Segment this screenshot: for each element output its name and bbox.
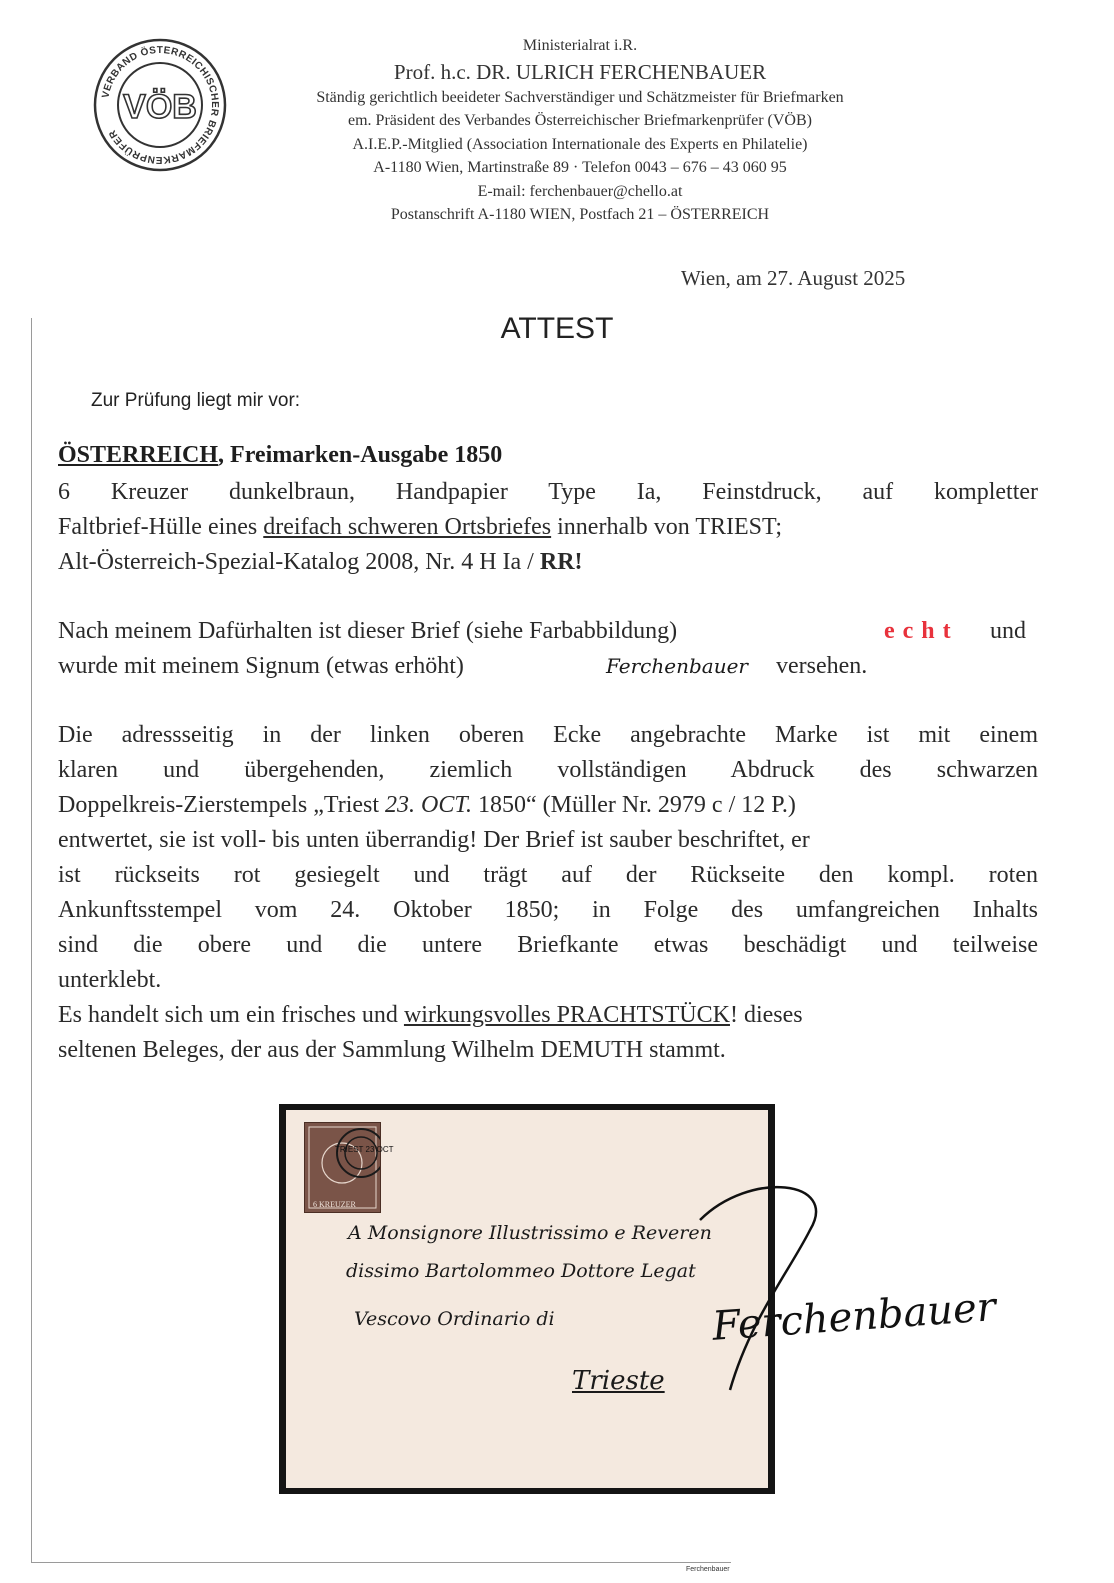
body-line: seltenen Beleges, der aus der Sammlung Wilhelm DEMUTH stammt. xyxy=(58,1037,726,1063)
heading-country: ÖSTERREICH xyxy=(58,442,219,468)
stamp-cancel: TRIEST 23 OCT xyxy=(335,1145,394,1154)
cancel-date: 23. OCT. xyxy=(385,792,472,818)
body-line: unterklebt. xyxy=(58,967,162,993)
verdict-echt: echt xyxy=(884,618,959,644)
body-line: entwertet, sie ist voll- bis unten überrandig! Der Brief ist sauber beschriftet, er xyxy=(58,827,810,853)
signum-signature: Ferchenbauer xyxy=(606,654,748,678)
voeb-seal xyxy=(93,38,227,172)
body-line: klaren und übergehenden, ziemlich vollständigen Abdruck des schwarzen xyxy=(58,757,1038,783)
item-description xyxy=(58,475,1038,580)
desc-line: 6 Kreuzer dunkelbraun, Handpapier Type Ia, Feinstdruck, auf kompletter xyxy=(58,479,1038,505)
body-line: Die adressseitig in der linken oberen Ecke angebrachte Marke ist mit einem xyxy=(58,722,1038,748)
seal-ring-text: VERBAND ÖSTERREICHISCHER BRIEFMARKENPRÜFER xyxy=(100,44,221,166)
letterhead-line: Ständig gerichtlich beeideter Sachverständiger und Schätzmeister für Briefmarken xyxy=(316,88,844,106)
address-line: Vescovo Ordinario di xyxy=(354,1308,555,1330)
letterhead-line: em. Präsident des Verbandes Österreichischer Briefmarkenprüfer (VÖB) xyxy=(348,112,812,129)
letterhead-rank: Ministerialrat i.R. xyxy=(522,37,638,54)
rarity-mark: RR! xyxy=(539,549,583,575)
letterhead-email: E-mail: ferchenbauer@chello.at xyxy=(477,182,683,200)
address-line: dissimo Bartolommeo Dottore Legat xyxy=(346,1260,696,1282)
letterhead-line: A.I.E.P.-Mitglied (Association Internationale des Experts en Philatelie) xyxy=(352,135,808,153)
address-city: Trieste xyxy=(572,1366,665,1396)
stamp-cancel-graphic xyxy=(305,1123,380,1212)
item-heading xyxy=(58,442,502,469)
stamp-image xyxy=(304,1122,394,1213)
prachtstueck: wirkungsvolles PRACHTSTÜCK xyxy=(403,1002,730,1028)
desc-line: Alt-Österreich-Spezial-Katalog 2008, Nr. 4 H Ia / RR! xyxy=(58,549,583,575)
letterhead-address: A-1180 Wien, Martinstraße 89 · Telefon 0043 – 676 – 43 060 95 xyxy=(373,159,787,176)
desc-underlined: dreifach schweren Ortsbriefes xyxy=(263,514,552,540)
stamp-value: 6 KREUZER xyxy=(313,1200,356,1209)
signature-flourish xyxy=(690,1160,850,1420)
body-line: Ankunftsstempel vom 24. Oktober 1850; in Folge des umfangreichen Inhalts xyxy=(58,897,1038,923)
bottom-rule xyxy=(31,1562,731,1563)
intro-text: Zur Prüfung liegt mir vor: xyxy=(91,390,301,411)
heading-issue: , Freimarken-Ausgabe 1850 xyxy=(218,442,503,468)
page-title: ATTEST xyxy=(500,312,614,345)
body-line: ist rückseits rot gesiegelt und trägt auf der Rückseite den kompl. roten xyxy=(58,862,1038,888)
letterhead-postal: Postanschrift A-1180 WIEN, Postfach 21 – ÖSTERREICH xyxy=(390,206,770,223)
desc-line: Faltbrief-Hülle eines dreifach schweren Ortsbriefes innerhalb von TRIEST; xyxy=(58,514,782,540)
body-line: Es handelt sich um ein frisches und wirkungsvolles PRACHTSTÜCK! dieses xyxy=(58,1002,803,1028)
body-line: Doppelkreis-Zierstempels „Triest 23. OCT. 1850“ (Müller Nr. 2979 c / 12 P.) xyxy=(58,792,796,818)
condition-description xyxy=(58,718,1038,1068)
margin-rule xyxy=(31,318,32,1563)
document-date: Wien, am 27. August 2025 xyxy=(681,266,906,290)
letterhead xyxy=(250,34,910,227)
seal-center-text: VÖB xyxy=(123,88,197,126)
address-line: A Monsignore Illustrissimo e Reveren xyxy=(348,1222,712,1244)
letterhead-name: Prof. h.c. DR. ULRICH FERCHENBAUER xyxy=(393,59,767,84)
small-signature: Ferchenbauer xyxy=(686,1566,730,1573)
body-line: sind die obere und die untere Briefkante etwas beschädigt und teilweise xyxy=(58,932,1038,958)
verdict-line: Nach meinem Dafürhalten ist dieser Brief (siehe Farbabbildung) echt und xyxy=(58,614,1038,649)
expert-signature: Ferchenbauer xyxy=(710,1284,998,1350)
verdict xyxy=(58,614,1038,684)
verdict-line: wurde mit meinem Signum (etwas erhöht) Ferchenbauer versehen. xyxy=(58,649,1038,684)
